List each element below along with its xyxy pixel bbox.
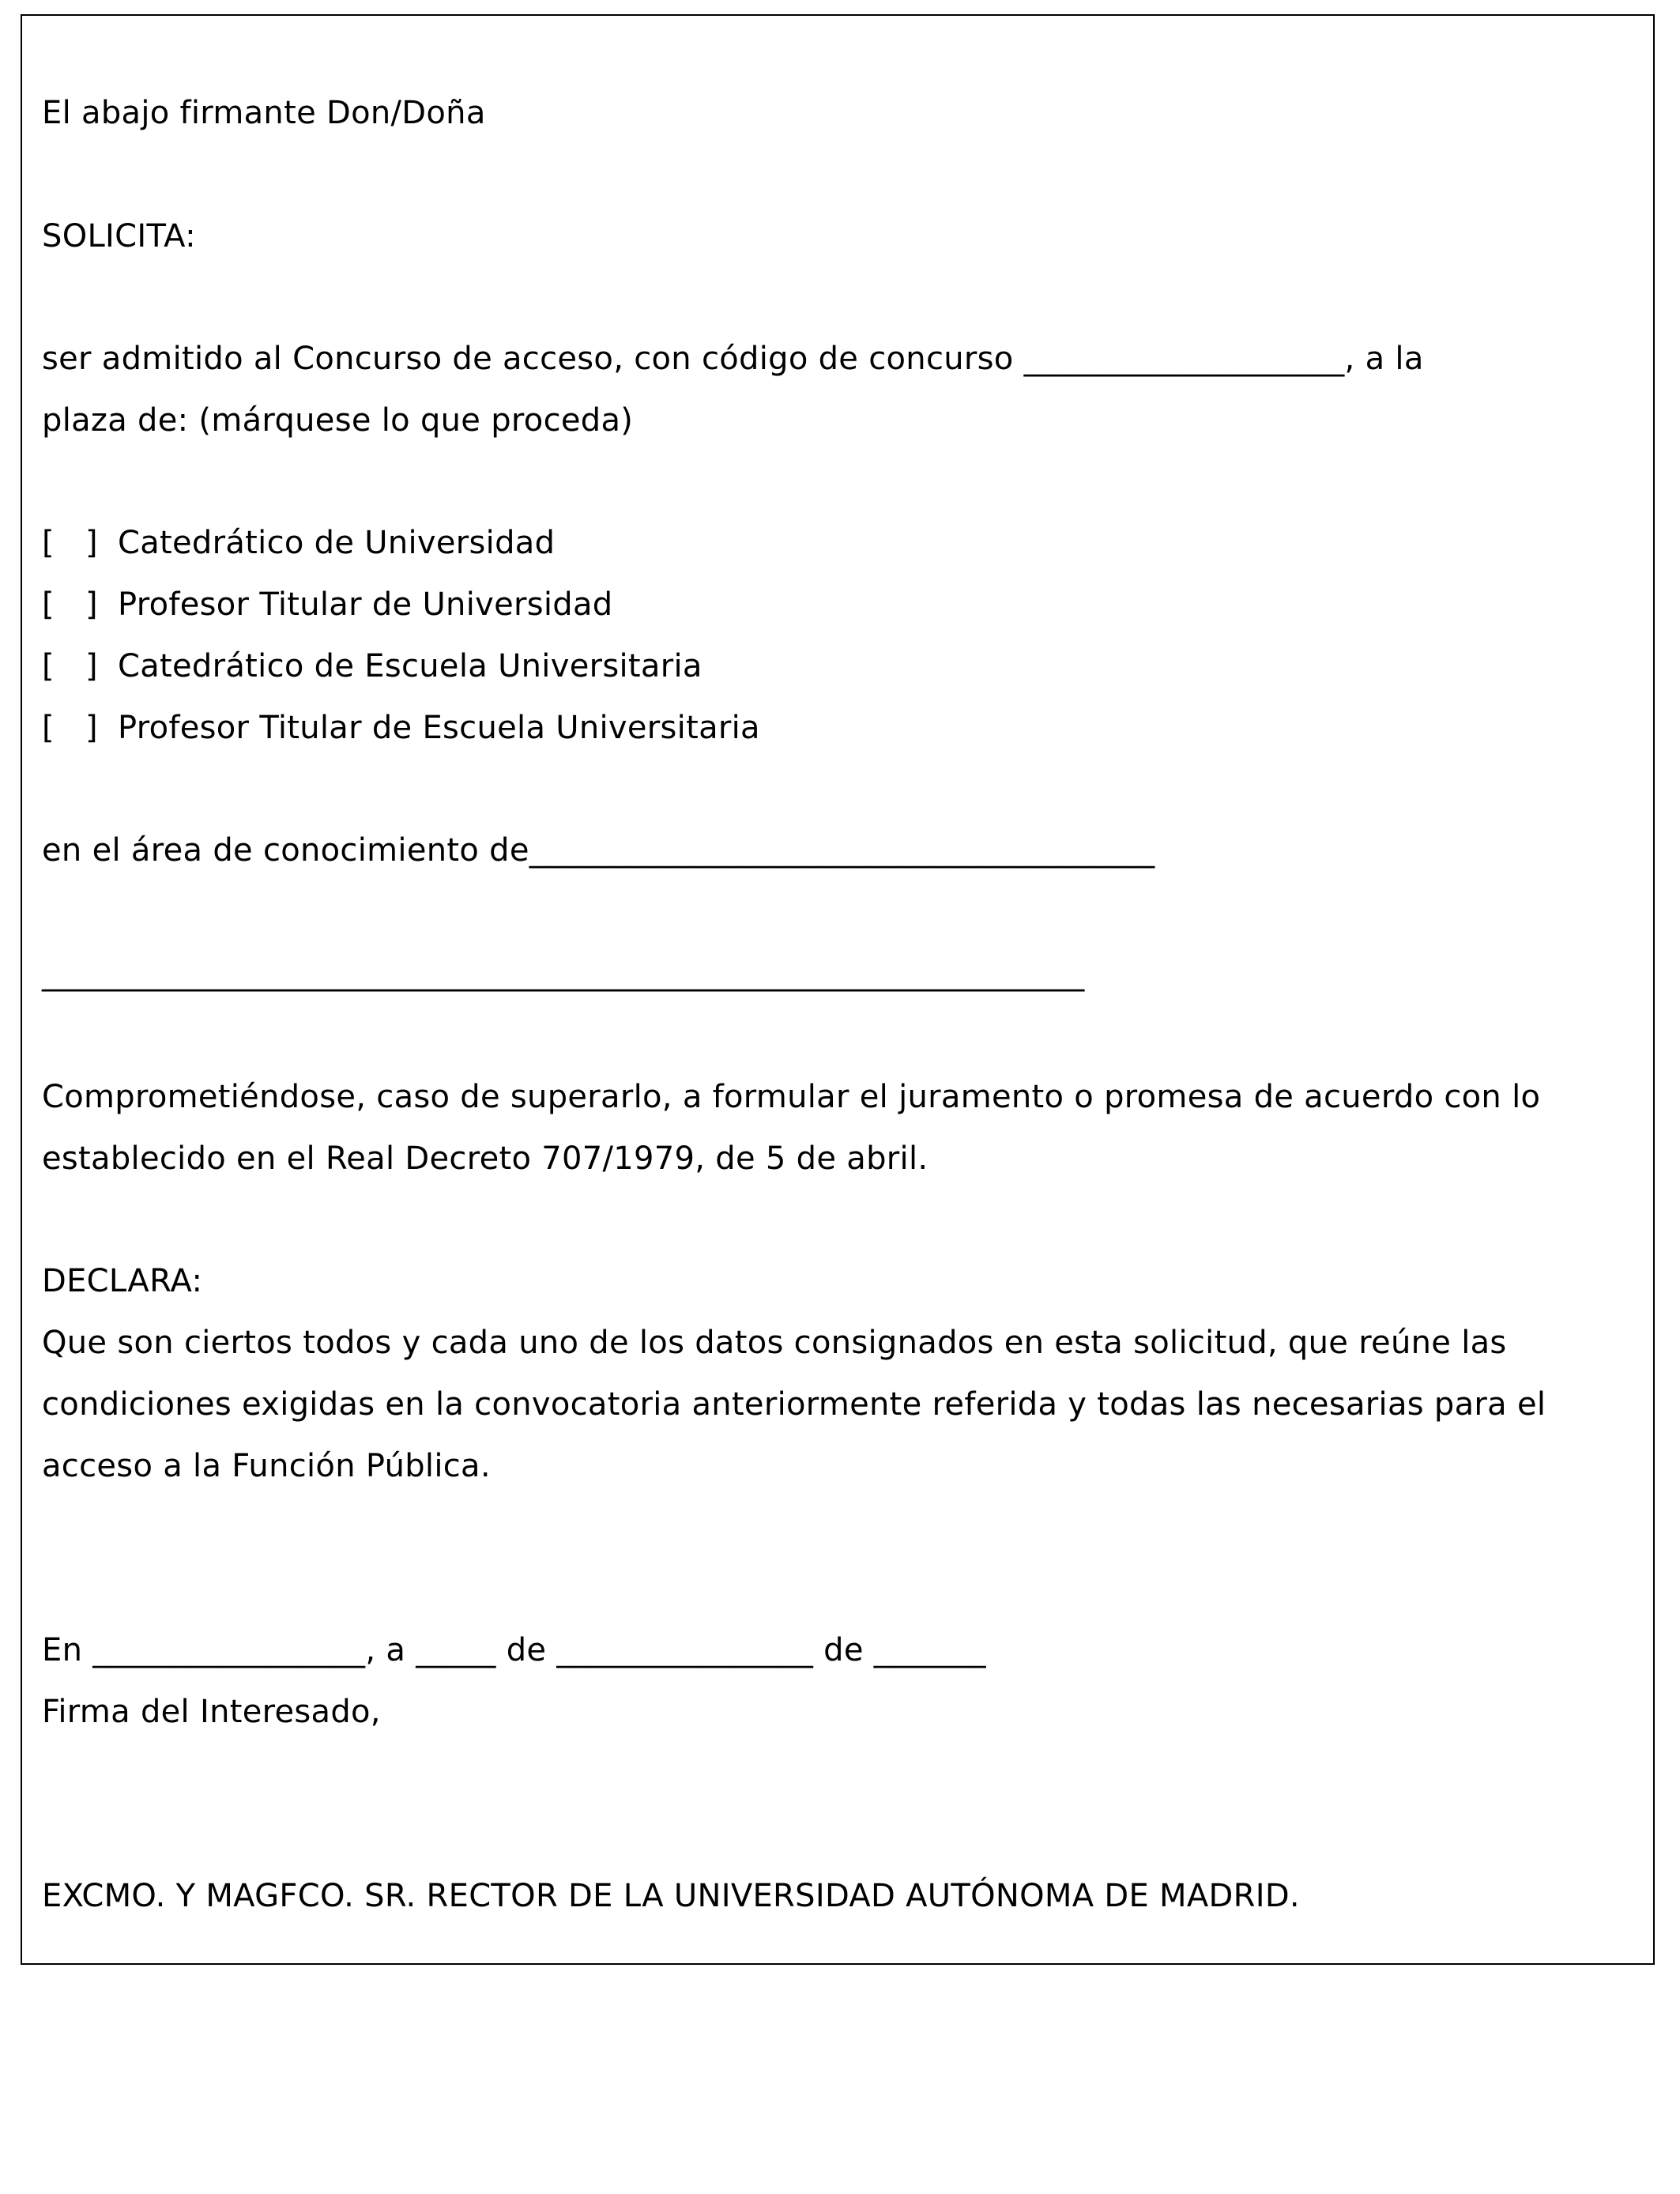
option-titular-escuela[interactable] xyxy=(42,707,760,748)
option-label: Profesor Titular de Universidad xyxy=(118,586,613,623)
admision-text-line-2: plaza de: (márquese lo que proceda) xyxy=(42,402,634,439)
checkbox-titular-escuela[interactable]: [ ] xyxy=(42,710,98,746)
intro-line: El abajo firmante Don/Doña xyxy=(42,95,486,131)
option-titular-universidad[interactable] xyxy=(42,584,613,625)
solicita-heading: SOLICITA: xyxy=(42,218,196,254)
compromiso-text-line-1: Comprometiéndose, caso de superarlo, a formular el juramento o promesa de acuerdo con lo xyxy=(42,1079,1541,1115)
admision-text-line-1: ser admitido al Concurso de acceso, con código de concurso ____________________, a la xyxy=(42,341,1424,377)
checkbox-catedratico-escuela[interactable]: [ ] xyxy=(42,648,98,684)
declara-text-line-2: condiciones exigidas en la convocatoria anteriormente referida y todas las necesarias para el xyxy=(42,1386,1546,1423)
checkbox-catedratico-universidad[interactable]: [ ] xyxy=(42,525,98,561)
declara-text-line-1: Que son ciertos todos y cada uno de los datos consignados en esta solicitud, que reúne las xyxy=(42,1325,1507,1361)
checkbox-titular-universidad[interactable]: [ ] xyxy=(42,586,98,623)
compromiso-text-line-2: establecido en el Real Decreto 707/1979, de 5 de abril. xyxy=(42,1140,929,1177)
destinatario: EXCMO. Y MAGFCO. SR. RECTOR DE LA UNIVERSIDAD AUTÓNOMA DE MADRID. xyxy=(42,1878,1300,1914)
option-label: Catedrático de Escuela Universitaria xyxy=(118,648,703,684)
area-conocimiento-field[interactable]: en el área de conocimiento de_______________________________________ xyxy=(42,832,1155,869)
declara-heading: DECLARA: xyxy=(42,1263,203,1299)
option-catedratico-universidad[interactable] xyxy=(42,522,555,564)
option-label: Catedrático de Universidad xyxy=(118,525,556,561)
option-catedratico-escuela[interactable] xyxy=(42,646,703,687)
lugar-fecha-field[interactable]: En _________________, a _____ de ________________ de _______ xyxy=(42,1632,986,1668)
declara-text-line-3: acceso a la Función Pública. xyxy=(42,1448,491,1484)
area-conocimiento-continuation-field[interactable]: _________________________________________________________________ xyxy=(42,956,1085,992)
option-label: Profesor Titular de Escuela Universitaria xyxy=(118,710,760,746)
application-form xyxy=(21,14,1655,1965)
firma-label: Firma del Interesado, xyxy=(42,1694,381,1730)
